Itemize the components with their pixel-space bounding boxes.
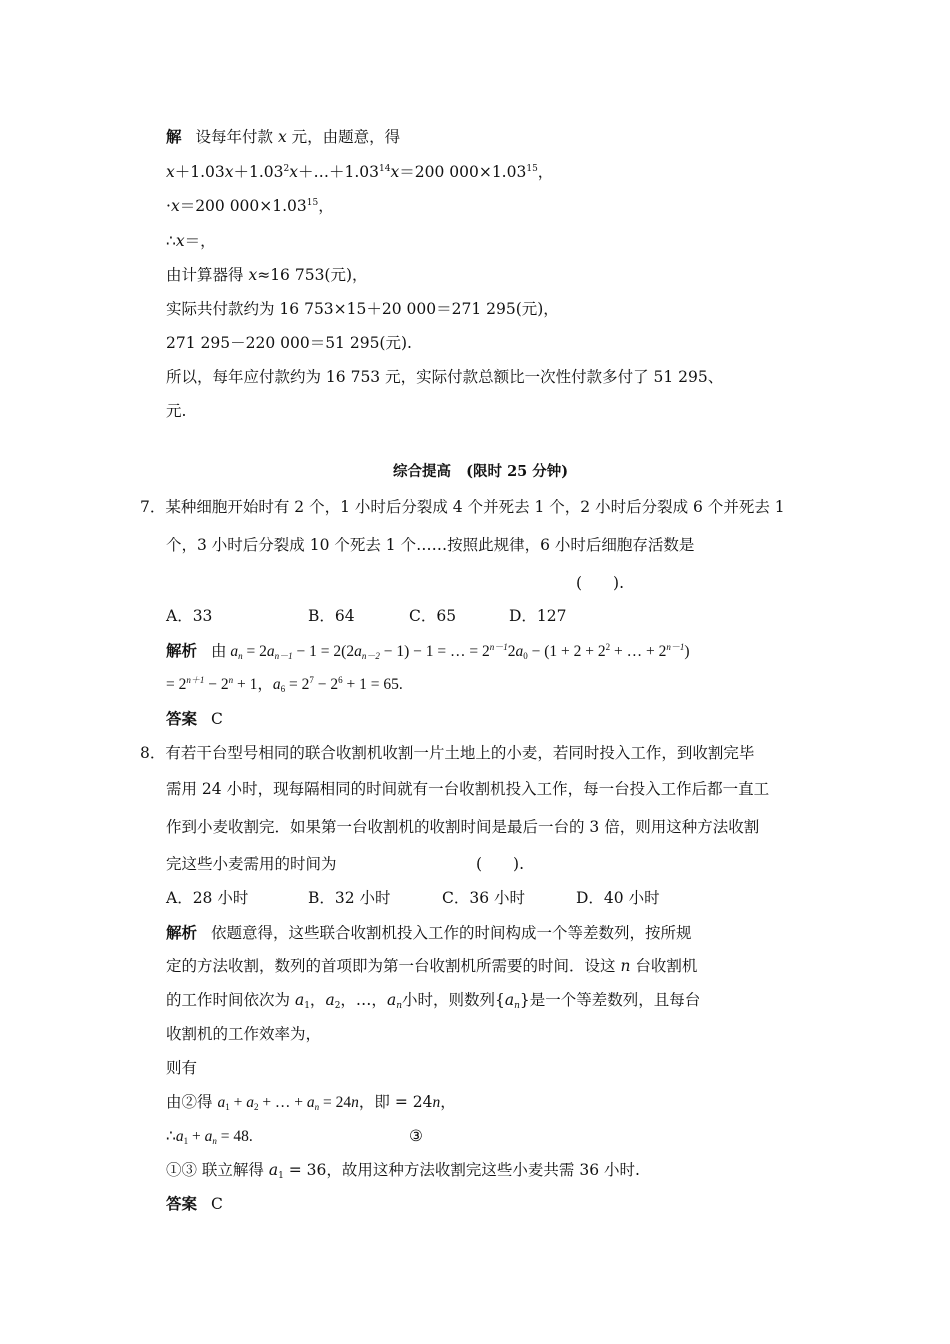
eq1-term: ＝200 000×1.03 [399,163,527,181]
var-a: a [306,1094,315,1111]
q7-analysis-text: + … + 2 [610,643,667,660]
subscript: 1 [304,1001,310,1011]
q8-answer-paren: ( ). [476,855,525,873]
var-a: a [230,643,239,660]
equation-1 [166,162,553,182]
q8-analysis-text: ， [440,1093,456,1111]
solution-intro-tail: 元，由题意，得 [291,128,401,146]
q8-analysis-text: + [188,1128,205,1145]
q8-analysis-text: + [229,1094,247,1111]
var-a: a [272,676,281,693]
q8-analysis-line-1 [166,923,692,943]
q8-line-3: 作到小麦收割完．如果第一台收割机的收割时间是最后一台的 3 倍，则用这种方法收割 [166,818,760,836]
q8-analysis-text: ，即 = 24 [358,1093,433,1111]
eq1-x: x [166,163,175,181]
q8-analysis-line-5: 则有 [166,1059,198,1077]
q7-analysis-text: − 2 [313,676,339,693]
eq4-text: 由计算器得 [166,266,244,284]
solution-intro-text: 设每年付款 [195,128,274,146]
q8-analysis-text: }是一个等差数列，且每台 [519,991,701,1009]
q8-analysis-text: 由②得 [166,1093,218,1111]
q8-analysis-line-4: 收割机的工作效率为， [166,1025,322,1043]
subscript: 1 [183,1136,189,1146]
conclusion-line-1: 所以，每年应付款约为 16 753 元，实际付款总额比一次性付款多付了 51 295、 [166,368,724,386]
subscript: 2 [334,1001,341,1011]
equation-3 [166,231,216,251]
var-a: a [246,1094,254,1111]
conclusion-line-2: 元. [166,402,187,420]
q7-stem-1: 某种细胞开始时有 2 个，1 小时后分裂成 4 个并死去 1 个，2 小时后分裂成 6 个并死去 1 [165,498,785,516]
eq1-exp: 2 [283,164,290,174]
q8-analysis-text: 小时，则数列{ [401,991,505,1009]
subscript: 2 [253,1102,259,1112]
q7-analysis-text: 由 [211,643,231,660]
var-a: a [504,991,515,1009]
eq2-dot: · [166,197,171,215]
eq3-x: x [175,232,185,250]
q7-number: 7． [140,498,166,516]
eq4-term: ≈16 753(元)， [257,266,368,284]
var-n: n [432,1094,441,1111]
equation-4 [166,265,368,285]
q7-option-a: A．33 [166,607,213,625]
equation-marker-3: ③ [409,1127,423,1145]
eq2-comma: ， [318,197,334,215]
subscript: n [314,1102,320,1112]
q8-analysis-text: 的工作时间依次为 [166,991,295,1009]
equation-5: 实际共付款约为 16 753×15＋20 000＝271 295(元)， [166,300,559,318]
therefore-symbol: ∴ [166,232,176,250]
var-a: a [354,643,362,660]
q8-stem-1: 有若干台型号相同的联合收割机收割一片土地上的小麦，若同时投入工作，到收割完毕 [165,744,755,762]
subscript: n [396,1001,402,1011]
q7-option-d: D．127 [509,607,567,625]
eq3-term: ＝， [184,232,216,250]
q7-analysis-text: − (1 + 2 + 2 [527,643,606,660]
solution-intro [166,127,400,147]
eq1-term: ＋…＋1.03 [298,163,380,181]
q8-stem-4: 完这些小麦需用的时间为 [166,855,337,873]
subscript: 0 [523,651,528,661]
q8-number: 8． [140,744,166,762]
eq2-exp: 15 [306,198,319,208]
section-title: 综合提高 [393,463,451,480]
q7-analysis-text: + 1 = 65. [342,676,403,693]
q7-answer-paren: ( ). [576,574,625,592]
var-a: a [325,991,335,1009]
q8-analysis-line-2 [166,956,697,976]
superscript: 7 [309,675,314,685]
var-a: a [217,1094,226,1111]
q8-analysis-text: + … + [258,1094,307,1111]
subscript: 1 [225,1102,230,1112]
q7-answer [166,709,223,729]
q8-answer-value: C [211,1195,223,1213]
eq2-term: ＝200 000×1.03 [179,197,307,215]
q8-analysis-text: ， [309,991,326,1009]
q8-analysis-line-7 [166,1126,253,1147]
q7-analysis-text: − 1 = 2(2 [292,643,355,660]
q8-analysis-text: = 24 [319,1094,352,1111]
subscript: n－2 [361,651,380,661]
superscript: n＋1 [186,675,205,685]
q8-option-d: D．40 小时 [576,889,660,907]
eq4-x: x [248,266,258,284]
q8-analysis-text: 定的方法收割，数列的首项即为第一台收割机所需要的时间．设这 [166,957,621,975]
q7-analysis-text: ) [684,643,690,660]
eq1-exp: 14 [379,164,391,174]
var-n: n [351,1094,359,1111]
q8-analysis-text: = 48. [216,1128,253,1145]
section-heading [393,462,568,482]
eq1-comma: ， [537,163,554,181]
q8-option-c: C．36 小时 [442,889,526,907]
subscript: 1 [278,1171,284,1181]
q8-analysis-line-3 [166,990,700,1010]
section-time-limit: (限时 25 分钟) [466,463,569,480]
q7-analysis-text: = 2 [285,676,310,693]
eq1-term: ＋1.03 [233,163,284,181]
subscript: n－1 [274,651,293,661]
subscript: n [514,1001,520,1011]
q7-analysis-label: 解析 [166,641,198,660]
q8-option-b: B．32 小时 [308,889,391,907]
q8-answer [166,1194,223,1214]
var-a: a [386,991,397,1009]
var-a: a [175,1128,184,1145]
superscript: 6 [338,675,343,685]
var-n: n [620,957,631,975]
q8-line-1 [140,743,754,763]
eq1-x: x [224,163,234,181]
therefore-symbol: ∴ [166,1127,176,1145]
q7-line-2: 个，3 小时后分裂成 10 个死去 1 个……按照此规律，6 小时后细胞存活数是 [166,536,695,554]
q8-line-4 [166,854,337,874]
q8-analysis-line-6 [166,1092,456,1113]
q7-analysis-text: + 1， [233,676,273,693]
q8-option-a: A．28 小时 [166,889,249,907]
q7-analysis-text: = 2 [242,643,267,660]
var-a: a [268,1161,279,1179]
q7-answer-label: 答案 [166,709,198,728]
q8-analysis-line-8 [166,1160,640,1180]
q8-analysis-text: 台收割机 [630,957,698,975]
q7-analysis-text: = 2 [166,676,187,693]
q7-option-b: B．64 [308,607,355,625]
q7-analysis-text: − 1) − 1 = … = 2 [379,643,490,660]
eq1-term: ＋1.03 [174,163,225,181]
q8-answer-label: 答案 [166,1194,198,1213]
q7-line-1 [140,497,785,517]
solution-label: 解 [166,127,182,146]
eq1-exp: 15 [526,164,538,174]
q7-analysis-line-1 [166,641,690,662]
var-a: a [294,991,305,1009]
subscript: n [238,651,243,661]
var-a: a [515,643,524,660]
equation-2 [166,196,334,216]
superscript: n [228,675,234,685]
subscript: n [212,1136,217,1146]
superscript: n－1 [489,642,508,652]
q7-analysis-text: 2 [507,643,516,660]
q8-analysis-label: 解析 [166,923,198,942]
q8-analysis-text: = 36，故用这种方法收割完这些小麦共需 36 小时. [283,1161,640,1179]
q7-option-c: C．65 [409,607,457,625]
q8-analysis-text: 依题意得，这些联合收割机投入工作的时间构成一个等差数列，按所规 [211,924,692,942]
superscript: n－1 [666,642,685,652]
var-a: a [204,1128,213,1145]
eq1-x: x [390,163,400,181]
eq1-x: x [289,163,299,181]
q7-analysis-line-2 [166,675,403,695]
q8-analysis-text: ①③ 联立解得 [166,1161,269,1179]
subscript: 6 [280,684,286,694]
superscript: 2 [605,642,611,652]
q7-answer-value: C [211,710,223,728]
q8-analysis-text: ，…， [340,991,387,1009]
var-a: a [266,643,275,660]
eq2-x: x [170,197,180,215]
q8-line-2: 需用 24 小时，现每隔相同的时间就有一台收割机投入工作，每一台投入工作后都一直工 [166,780,770,798]
var-x: x [277,128,287,146]
equation-6: 271 295－220 000＝51 295(元). [166,334,412,352]
q7-analysis-text: − 2 [204,676,229,693]
